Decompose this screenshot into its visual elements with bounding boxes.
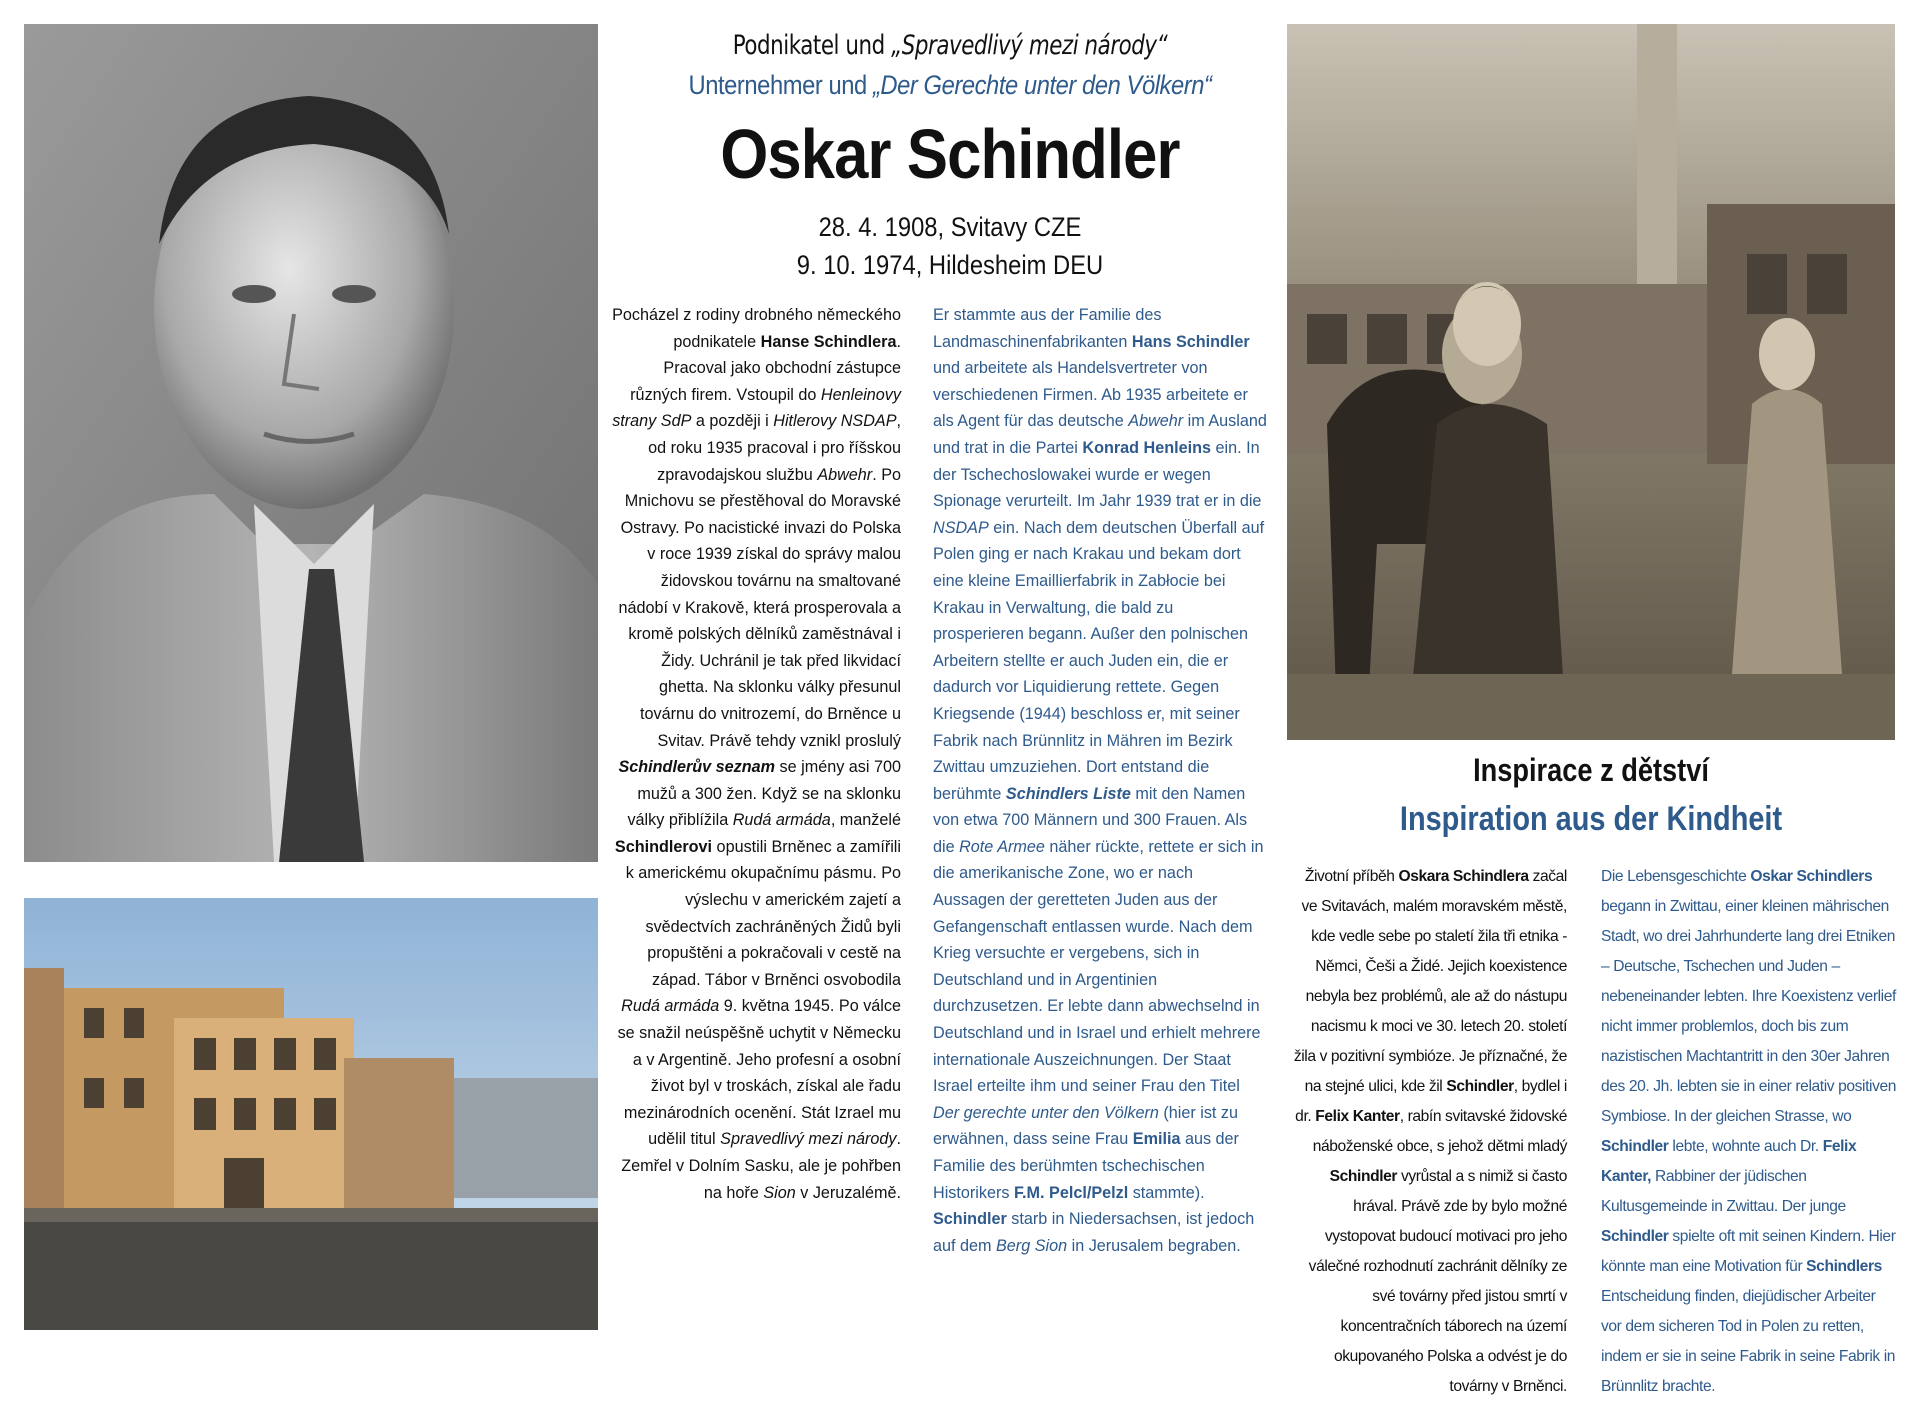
text-run: , manželé: [830, 811, 901, 830]
text-run: Emilia: [1132, 1130, 1181, 1149]
text-run: Hans Schindler: [1131, 332, 1250, 351]
text-run: Schindler: [933, 1210, 1007, 1229]
text-run: in Jerusalem begraben.: [1067, 1236, 1241, 1255]
subtitle-czech: [660, 30, 1241, 61]
text-run: Rabbiner der jüdischen Kultusgemeinde in Zwittau. Der junge: [1601, 1168, 1846, 1215]
text-run: Felix Kanter,: [1601, 1138, 1857, 1185]
inspiration-text-german: [1601, 862, 1897, 1402]
inspiration-title-czech: Inspirace z dětství: [1473, 752, 1709, 788]
text-run: , od roku 1935 pracoval i pro říšskou zpravodajskou službu: [648, 412, 901, 484]
text-run: (hier ist zu erwähnen, dass seine Frau: [933, 1103, 1239, 1149]
text-run: . Po Mnichovu se přestěhoval do Moravské Ostravy. Po nacistické invazi do Polska v roce 1939 získal do správy malou židovskou továrnu na smaltované nádobí v Krakově, která prosperovala a kromě polských dělníků zaměstnával i Židy. Uchránil je tak před likvidací ghetta. Na sklonku války přesunul továrnu do vnitrozemí, do Brněnce u Svitav. Právě tehdy vznikl proslulý: [618, 465, 901, 750]
text-run: ein. In der Tschechoslowakei wurde er wegen Spionage verurteilt. Im Jahr 1939 trat er in die: [933, 438, 1262, 511]
text-run: stammte).: [1128, 1183, 1205, 1202]
subtitle-czech-plain: Podnikatel und: [732, 30, 892, 61]
text-run: vyrůstal a s nimiž si často hrával. Právě zde by bylo možné vystopovat budoucí motivaci pro jeho válečné rozhodnutí zachránit dělníky ze své továrny před jistou smrtí v koncentračních táborech na území okupovaného Polska a odvést je do továrny v Brněnci.: [1308, 1168, 1567, 1395]
subtitle-german-italic: „Der Gerechte unter den Völkern“: [872, 70, 1212, 100]
text-run: Berg Sion: [996, 1236, 1068, 1255]
text-run: spielte oft mit seinen Kindern. Hier könnte man eine Motivation für: [1601, 1228, 1896, 1275]
text-run: a později i: [691, 412, 774, 431]
inspiration-title-german: Inspiration aus der Kindheit: [1399, 800, 1783, 838]
text-run: NSDAP: [933, 518, 989, 537]
text-run: Die Lebensgeschichte: [1601, 868, 1751, 885]
life-dates: [660, 208, 1241, 284]
text-run: mit den Namen von etwa 700 Männern und 300 Frauen. Als die: [933, 784, 1248, 856]
text-run: Sion: [763, 1183, 796, 1202]
biography-czech: [612, 302, 901, 1206]
text-run: Pocházel z rodiny drobného německého podnikatele: [612, 306, 901, 351]
text-run: Schindler: [1446, 1078, 1514, 1095]
text-run: Abwehr: [1128, 412, 1184, 431]
subtitle-german-plain: Unternehmer und: [688, 70, 873, 100]
text-run: Schindler: [1601, 1138, 1669, 1155]
text-run: Rote Armee: [959, 837, 1045, 856]
text-run: Schindlerovi: [614, 837, 713, 856]
text-run: Hanse Schindlera: [760, 332, 897, 351]
text-run: , rabín svitavské židovské náboženské obce, s jehož dětmi mladý: [1312, 1108, 1567, 1155]
text-run: Spravedlivý mezi národy: [720, 1130, 897, 1149]
text-run: Der gerechte unter den Völkern: [933, 1103, 1159, 1122]
text-run: Rudá armáda: [732, 811, 831, 830]
birth-date: 28. 4. 1908, Svitavy CZE: [818, 212, 1082, 242]
text-run: Schindlers Liste: [1005, 784, 1131, 803]
text-run: ein. Nach dem deutschen Überfall auf Polen ging er nach Krakau und bekam dort eine kleine Emaillierfabrik in Zabłocie bei Krakau in Verwaltung, die bald zu prosperieren begann. Außer den polnischen Arbeitern stellte er auch Juden ein, die er dadurch vor Liquidierung rettete. Gegen Kriegsende (1944) beschloss er, mit seiner Fabrik nach Brünnlitz in Mähren im Bezirk Zwittau umzuziehen. Dort entstand die berühmte: [933, 518, 1265, 803]
text-run: Konrad Henleins: [1082, 438, 1211, 457]
text-run: Schindler: [1601, 1228, 1669, 1245]
biography-german: [933, 302, 1268, 1259]
text-run: Entscheidung finden, diejüdischer Arbeiter vor dem sicheren Tod in Polen zu retten, indem er sie in seine Fabrik in seine Fabrik in Brünnlitz brachte.: [1601, 1288, 1896, 1395]
text-run: začal ve Svitavách, malém moravském městě, kde vedle sebe po staletí žila tři etnika - Němci, Češi a Židé. Jejich koexistence nebyla bez problémů, ale až do nástupu nacismu k moci ve 30. letech 20. století žila v pozitivní symbióze. Je příznačné, že na stejné ulici, kde žil: [1293, 868, 1567, 1095]
text-run: se jmény asi 700 mužů a 300 žen. Když se na sklonku války přiblížila: [627, 758, 901, 830]
text-run: Schindlerův seznam: [618, 758, 776, 777]
text-run: F.M. Pelcl/Pelzl: [1013, 1183, 1129, 1202]
text-run: Schindler: [1329, 1168, 1398, 1185]
historic-photo: [1287, 24, 1895, 740]
factory-photo: [24, 898, 598, 1330]
text-run: v Jeruzalémě.: [795, 1183, 901, 1202]
text-run: aus der Familie des berühmten tschechischen Historikers: [933, 1130, 1239, 1202]
text-run: 9. května 1945. Po válce se snažil neúspěšně uchytit v Německu a v Argentině. Jeho profesní a osobní život byl v troskách, získal ale řadu mezinárodních ocenění. Stát Izrael mu udělil titul: [617, 997, 901, 1149]
text-run: Životní příběh: [1304, 868, 1399, 885]
text-run: Er stammte aus der Familie des Landmaschinenfabrikanten: [933, 306, 1162, 351]
text-run: begann in Zwittau, einer kleinen mährischen Stadt, wo drei Jahrhunderte lang drei Etniken – Deutsche, Tschechen und Juden – nebeneinander lebten. Ihre Koexistenz verlief nicht immer problemlos, doch bis zum nazistischen Machtantritt in den 30er Jahren des 20. Jh. lebten sie in einer relativ positiven Symbiose. In der gleichen Strasse, wo: [1601, 898, 1897, 1125]
text-run: Schindlers: [1806, 1258, 1882, 1275]
page-title: Oskar Schindler: [720, 115, 1180, 193]
text-run: Abwehr: [817, 465, 873, 484]
text-run: . Zemřel v Dolním Sasku, ale je pohřben na hoře: [621, 1130, 901, 1202]
death-date: 9. 10. 1974, Hildesheim DEU: [796, 250, 1104, 280]
portrait-photo: [24, 24, 598, 862]
text-run: Oskar Schindlers: [1750, 868, 1873, 885]
text-run: opustili Brněnec a zamířili k americkému okupačnímu pásmu. Po výslechu v americkém zajetí a svědectvích zachráněných Židů byli propuštěni a pokračovali v cestě na západ. Tábor v Brněnci osvobodila: [625, 837, 901, 989]
text-run: Henleinovy strany SdP: [612, 385, 901, 431]
text-run: , bydlel i dr.: [1295, 1078, 1567, 1125]
inspiration-text-czech: [1290, 862, 1567, 1402]
text-run: starb in Niedersachsen, ist jedoch auf dem: [933, 1210, 1255, 1255]
text-run: Oskara Schindlera: [1398, 868, 1529, 885]
subtitle-czech-italic: „Spravedlivý mezi národy“: [891, 30, 1168, 61]
text-run: Hitlerovy NSDAP: [773, 412, 897, 431]
text-run: näher rückte, rettete er sich in die amerikanische Zone, wo er nach Aussagen der geretteten Juden aus der Gefangenschaft entlassen wurde. Nach dem Krieg versuchte er vergebens, sich in Deutschland und in Argentinien durchzusetzen. Er lebte dann abwechselnd in Deutschland und in Israel und erhielt mehrere internationale Auszeichnungen. Der Staat Israel erteilte ihm und seiner Frau den Titel: [933, 837, 1264, 1096]
text-run: Felix Kanter: [1315, 1108, 1400, 1125]
text-run: Rudá armáda: [621, 997, 720, 1016]
subtitle-german: [660, 70, 1241, 101]
text-run: lebte, wohnte auch Dr.: [1668, 1138, 1823, 1155]
text-run: und arbeitete als Handelsvertreter von verschiedenen Firmen. Ab 1935 arbeitete er als Agent für das deutsche: [933, 359, 1248, 431]
text-run: im Ausland und trat in die Partei: [933, 412, 1267, 457]
text-run: . Pracoval jako obchodní zástupce různých firem. Vstoupil do: [630, 332, 901, 404]
